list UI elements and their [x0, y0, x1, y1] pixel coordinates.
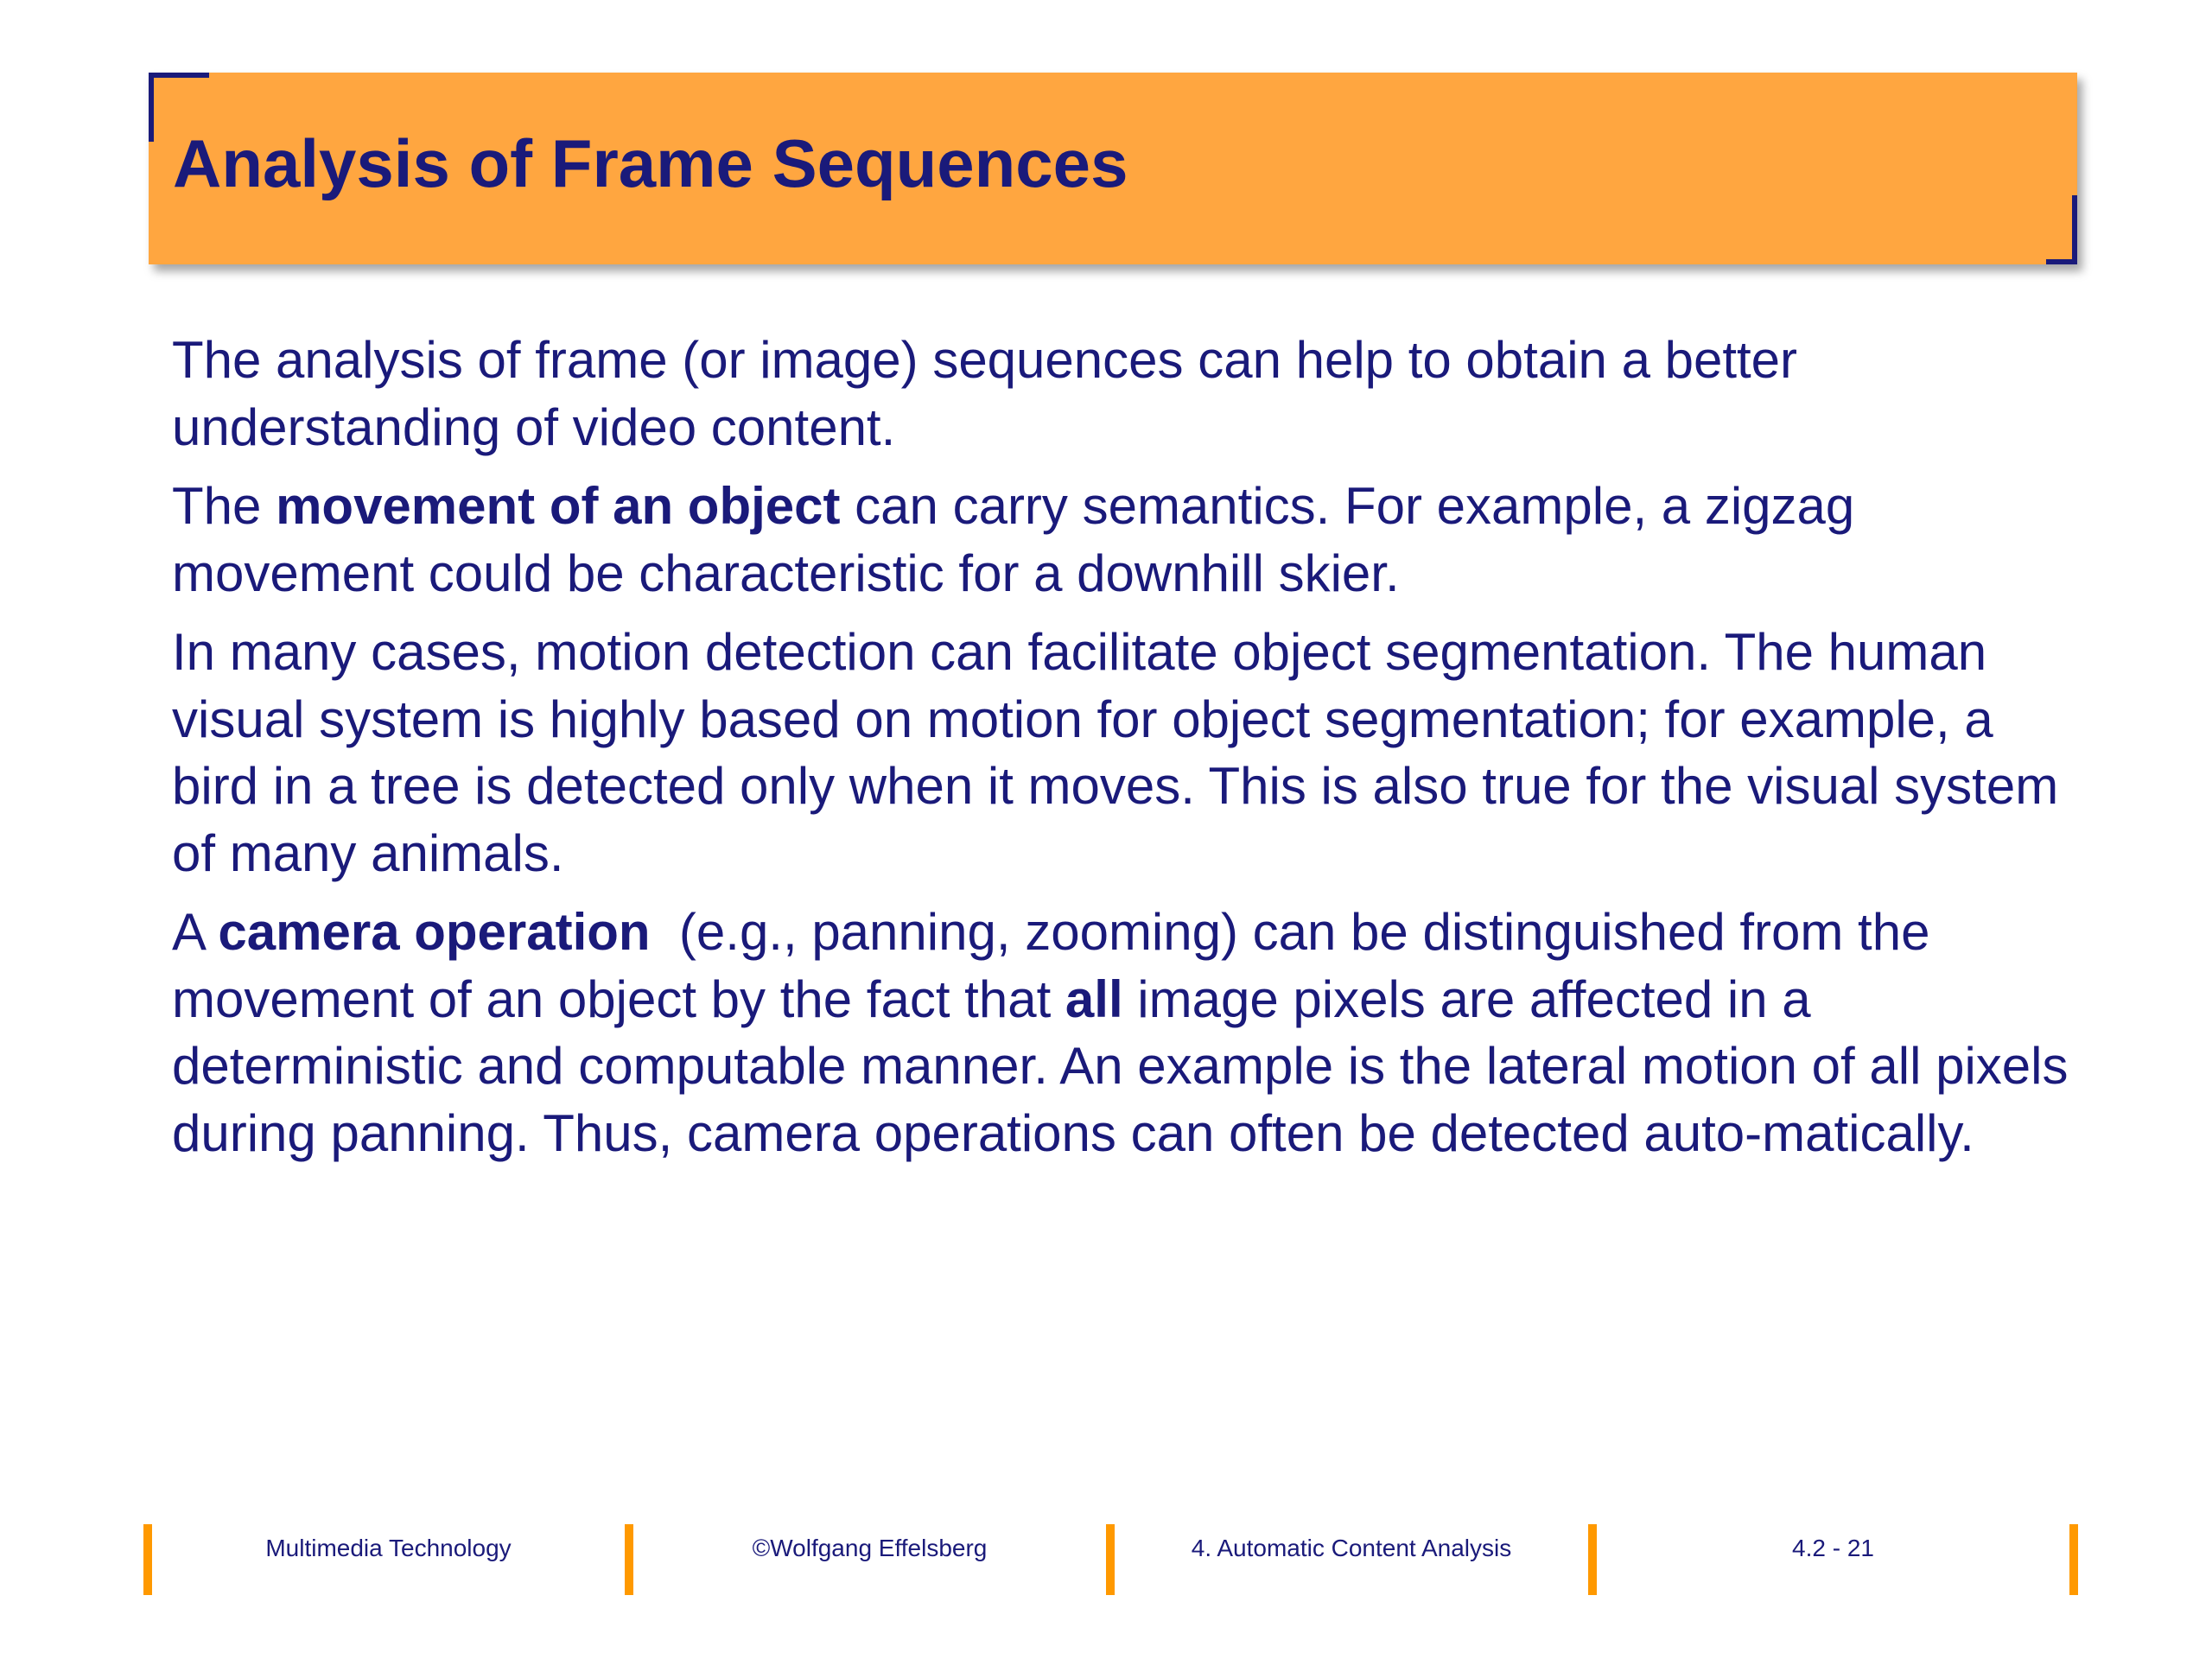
footer-chapter: 4. Automatic Content Analysis	[1191, 1535, 1512, 1561]
footer-course: Multimedia Technology	[265, 1535, 512, 1561]
emphasis-movement-of-an-object: movement of an object	[276, 477, 841, 535]
title-bar	[149, 73, 2077, 264]
slide-footer	[0, 1521, 2212, 1599]
paragraph-2	[172, 473, 2090, 607]
paragraph-2-text-a: The	[172, 477, 276, 535]
footer-divider	[1106, 1524, 1115, 1595]
paragraph-4	[172, 899, 2090, 1166]
paragraph-3-text: In many cases, motion detection can facilitate object segmentation. The human visual system is highly based on motion for object segmentation; for example, a bird in a tree is detected only when it moves. This is also true for the visual system of many animals.	[172, 623, 2059, 882]
slide-title: Analysis of Frame Sequences	[173, 125, 1128, 201]
footer-divider	[625, 1524, 633, 1595]
emphasis-camera-operation: camera operation	[218, 903, 651, 961]
footer-divider	[1588, 1524, 1597, 1595]
paragraph-1	[172, 327, 2090, 461]
paragraph-2-text-b: can carry semantics. For example, a zigzag movement could be characteristic for a downhill skier.	[172, 477, 1855, 602]
slide-body	[172, 327, 2090, 1179]
footer-page-number: 4.2 - 21	[1792, 1535, 1874, 1561]
paragraph-4-text-a: A	[172, 903, 219, 961]
title-bar-corner-bottom-right	[2046, 195, 2077, 264]
paragraph-3	[172, 619, 2090, 887]
paragraph-1-text: The analysis of frame (or image) sequences can help to obtain a better understanding of video content.	[172, 331, 1798, 456]
footer-divider	[143, 1524, 152, 1595]
emphasis-all: all	[1065, 969, 1123, 1028]
footer-author: ©Wolfgang Effelsberg	[752, 1535, 988, 1561]
paragraph-4-text-b: (e.g., panning, zooming) can be distinguished from the movement of an object by the fact that	[172, 903, 1945, 1028]
paragraph-4-text-c: image pixels are affected in a deterministic and computable manner. An example is the lateral motion of all pixels during panning. Thus, camera operations can often be detected auto-matically.	[172, 969, 2069, 1162]
footer-divider	[2069, 1524, 2078, 1595]
